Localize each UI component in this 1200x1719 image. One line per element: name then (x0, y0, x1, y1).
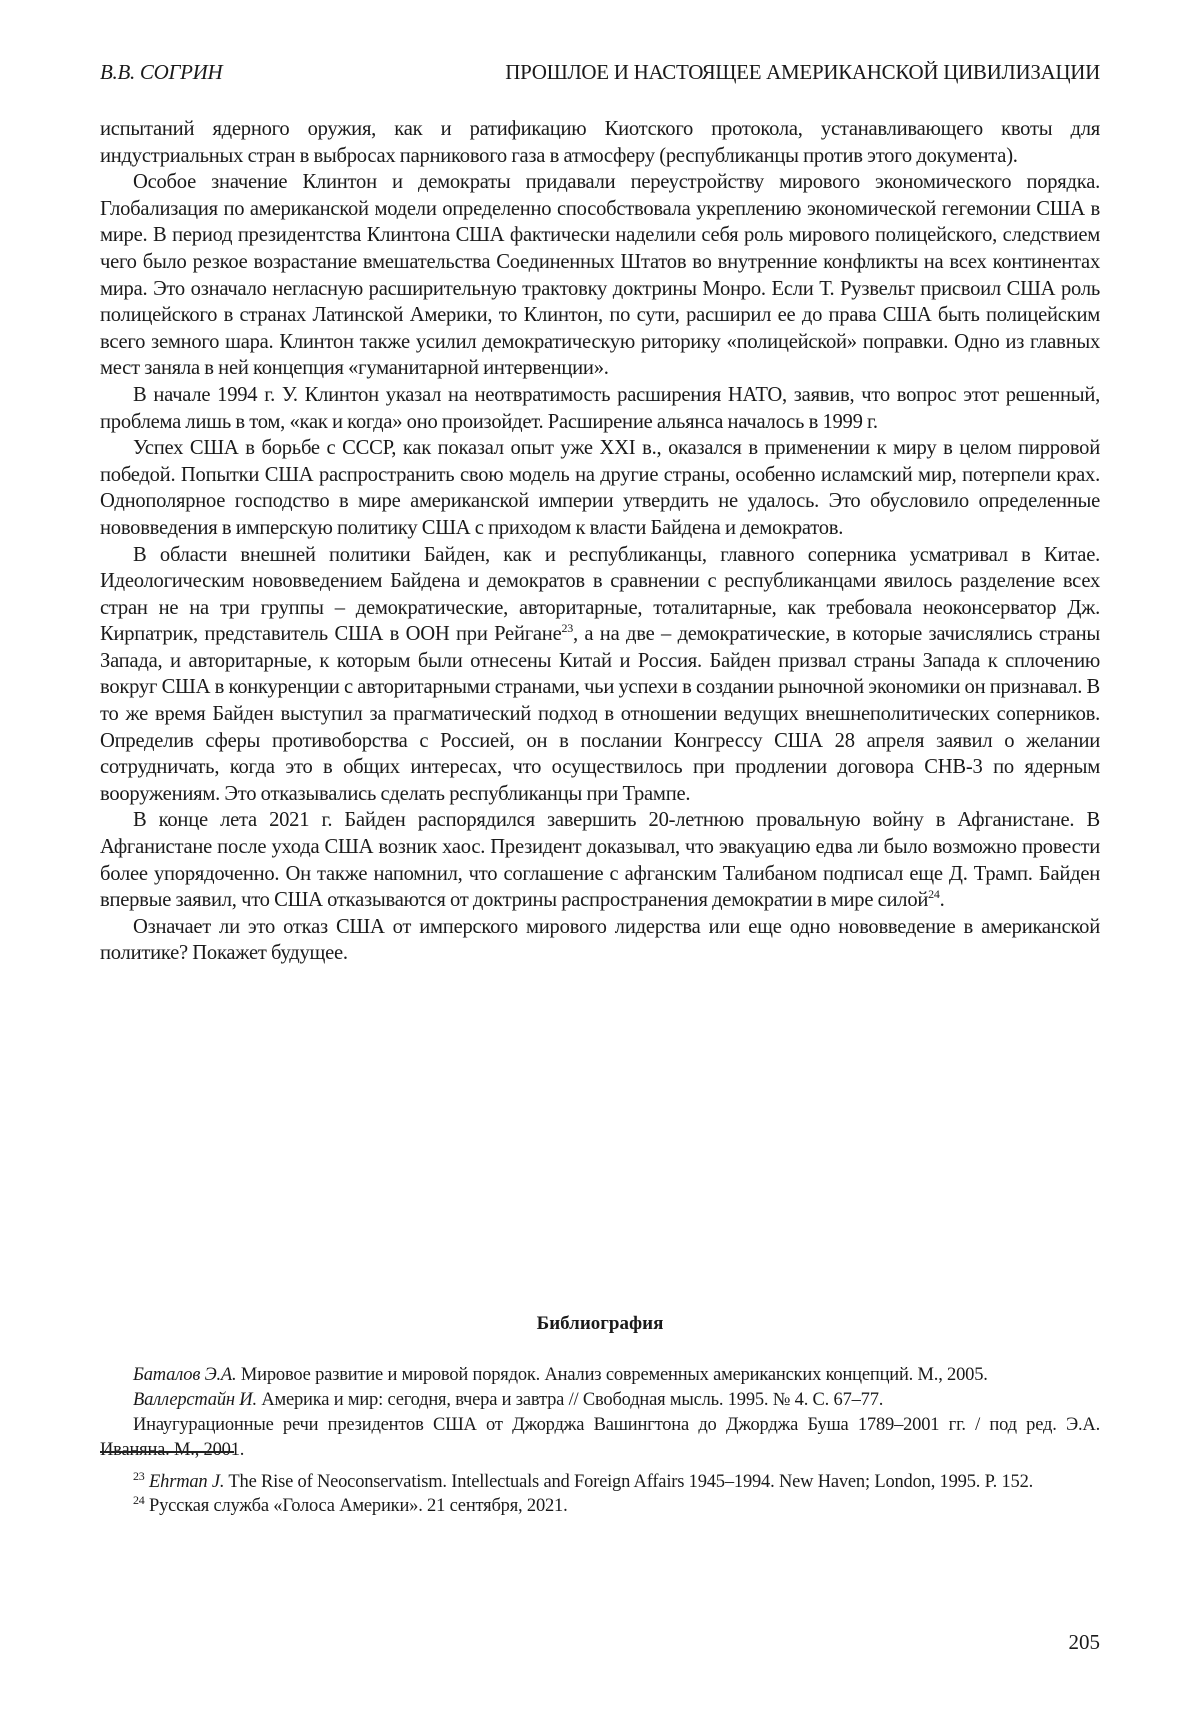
entry-author: Баталов Э.А. (133, 1365, 236, 1385)
entry-text: Америка и мир: сегодня, вчера и завтра // Свободная мысль. 1995. № 4. С. 67–77. (257, 1390, 883, 1410)
footnote-text: Русская служба «Голоса Америки». 21 сентября, 2021. (145, 1496, 568, 1516)
paragraph (100, 542, 1100, 808)
footnotes (100, 1470, 1100, 1518)
text: В области внешней политики Байден, как и республиканцы, главного соперника усматривал в Китае. Идеологическим нововведением Байдена и демократов в сравнении с республиканцами явилось разделение всех стран не на три группы – демократические, авторитарные, тоталитарные, как требовала неоконсерватор Дж. Кирпатрик, представитель США в ООН при Рейгане (100, 544, 1100, 646)
text: . (940, 889, 945, 911)
footnote-number: 24 (133, 1493, 145, 1507)
paragraph: Особое значение Клинтон и демократы придавали переустройству мирового экономического порядка. Глобализация по американской модели определенно способствовала укреплению экономической гегемонии США в мире. В период президентства Клинтона США фактически наделили себя роль мирового полицейского, следствием чего было резкое возрастание вмешательства Соединенных Штатов во внутренние конфликты на всех континентах мира. Это означало негласную расширительную трактовку доктрины Монро. Если Т. Рузвельт присвоил США роль полицейского в странах Латинской Америки, то Клинтон, по сути, расширил ее до права США быть полицейским всего земного шара. Клинтон также усилил демократическую риторику «полицейской» поправки. Одно из главных мест заняла в ней концепция «гуманитарной интервенции». (100, 169, 1100, 382)
bibliography-list (100, 1363, 1100, 1463)
text: , а на две – демократические, в которые зачислялись страны Запада, и авторитарные, к которым были отнесены Китай и Россия. Байден призвал страны Запада к сплочению вокруг США в конкуренции с авторитарными странами, чьи успехи в создании рыночной экономики он признавал. В то же время Байден выступил за прагматический подход в отношении ведущих внешнеполитических соперников. Определив сферы противоборства с Россией, он в послании Конгрессу США 28 апреля заявил о желании сотрудничать, когда это в общих интересах, что осуществилось при продлении договора СНВ-3 по ядерным вооружениям. Это отказывались сделать республиканцы при Трампе. (100, 623, 1100, 805)
body-text (100, 116, 1100, 967)
entry-text: Инаугурационные речи президентов США от Джорджа Вашингтона до Джорджа Буша 1789–2001 гг. / под ред. Э.А. Иваняна. М., 2001. (100, 1415, 1100, 1460)
footnote-text: The Rise of Neoconservatism. Intellectuals and Foreign Affairs 1945–1994. New Haven; London, 1995. P. 152. (224, 1472, 1033, 1492)
footnote-author: Ehrman J. (149, 1472, 224, 1492)
bibliography-title: Библиография (100, 1313, 1100, 1335)
footnote (100, 1470, 1100, 1494)
entry-text: Мировое развитие и мировой порядок. Анализ современных американских концепций. М., 2005. (236, 1365, 987, 1385)
running-header (100, 60, 1100, 90)
header-author: В.В. СОГРИН (100, 60, 222, 85)
bibliography-entry (100, 1388, 1100, 1413)
paragraph (100, 807, 1100, 913)
header-title: ПРОШЛОЕ И НАСТОЯЩЕЕ АМЕРИКАНСКОЙ ЦИВИЛИЗАЦИИ (505, 60, 1100, 85)
entry-author: Валлерстайн И. (133, 1390, 257, 1410)
paragraph: Успех США в борьбе с СССР, как показал опыт уже XXI в., оказался в применении к миру в целом пирровой победой. Попытки США распространить свою модель на другие страны, особенно исламский мир, потерпели крах. Однополярное господство в мире американской империи утвердить не удалось. Это обусловило определенные нововведения в имперскую политику США с приходом к власти Байдена и демократов. (100, 435, 1100, 541)
paragraph: В начале 1994 г. У. Клинтон указал на неотвратимость расширения НАТО, заявив, что вопрос этот решенный, проблема лишь в том, «как и когда» оно произойдет. Расширение альянса началось в 1999 г. (100, 382, 1100, 435)
paragraph: испытаний ядерного оружия, как и ратификацию Киотского протокола, устанавливающего квоты для индустриальных стран в выбросах парникового газа в атмосферу (республиканцы против этого документа). (100, 116, 1100, 169)
footnote-divider (100, 1451, 234, 1453)
paragraph: Означает ли это отказ США от имперского мирового лидерства или еще одно нововведение в американской политике? Покажет будущее. (100, 914, 1100, 967)
bibliography-entry (100, 1363, 1100, 1388)
footnote (100, 1494, 1100, 1518)
footnote-ref[interactable]: 24 (928, 887, 940, 901)
text: В конце лета 2021 г. Байден распорядился завершить 20-летнюю провальную войну в Афганистане. В Афганистане после ухода США возник хаос. Президент доказывал, что эвакуацию едва ли было возможно провести более упорядоченно. Он также напомнил, что соглашение с афганским Талибаном подписал еще Д. Трамп. Байден впервые заявил, что США отказываются от доктрины распространения демократии в мире силой (100, 809, 1100, 911)
page-number: 205 (1069, 1630, 1101, 1655)
footnote-number: 23 (133, 1469, 145, 1483)
footnote-ref[interactable]: 23 (561, 621, 573, 635)
bibliography-entry (100, 1413, 1100, 1463)
